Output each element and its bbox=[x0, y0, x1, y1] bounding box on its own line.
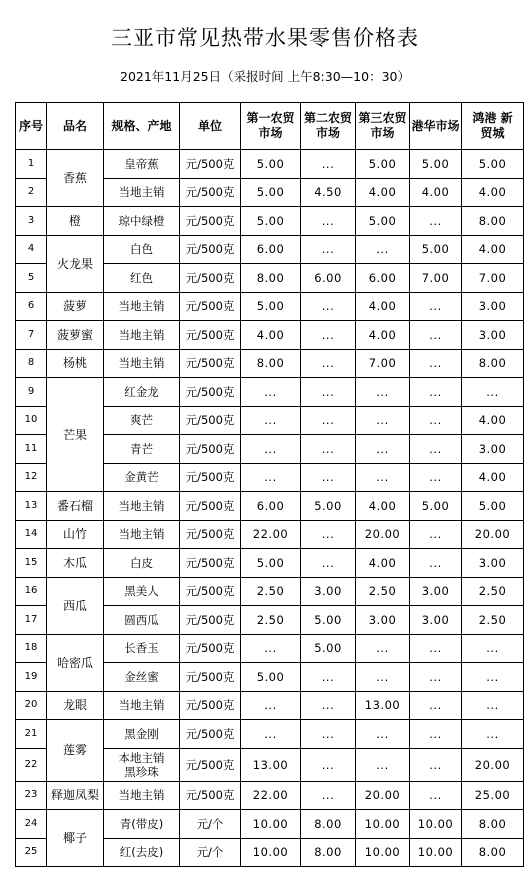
price-market-1: 13.00 bbox=[241, 748, 301, 781]
price-unit: 元/500克 bbox=[180, 349, 241, 378]
header-market-5: 鸿港 新 贸城 bbox=[462, 103, 524, 150]
fruit-name: 释迦凤梨 bbox=[47, 781, 104, 810]
fruit-spec: 当地主销 bbox=[104, 292, 180, 321]
price-market-1: 22.00 bbox=[241, 781, 301, 810]
fruit-spec: 当地主销 bbox=[104, 178, 180, 207]
price-market-1: 5.00 bbox=[241, 549, 301, 578]
price-market-2: 5.00 bbox=[301, 606, 356, 635]
table-row bbox=[16, 520, 524, 549]
price-market-5: ... bbox=[462, 378, 524, 407]
price-market-5: 4.00 bbox=[462, 406, 524, 435]
row-seq: 19 bbox=[16, 663, 47, 692]
price-market-1: 5.00 bbox=[241, 207, 301, 236]
row-seq: 23 bbox=[16, 781, 47, 810]
price-market-5: 8.00 bbox=[462, 838, 524, 867]
fruit-spec: 当地主销 bbox=[104, 321, 180, 350]
price-table bbox=[15, 102, 524, 867]
price-market-3: ... bbox=[356, 378, 410, 407]
price-market-1: 2.50 bbox=[241, 577, 301, 606]
price-market-5: ... bbox=[462, 634, 524, 663]
price-unit: 元/500克 bbox=[180, 549, 241, 578]
price-market-2: ... bbox=[301, 520, 356, 549]
price-unit: 元/500克 bbox=[180, 634, 241, 663]
price-market-3: 6.00 bbox=[356, 264, 410, 293]
price-market-1: 6.00 bbox=[241, 235, 301, 264]
row-seq: 10 bbox=[16, 406, 47, 435]
row-seq: 17 bbox=[16, 606, 47, 635]
row-seq: 12 bbox=[16, 463, 47, 492]
fruit-spec: 当地主销 bbox=[104, 691, 180, 720]
price-market-1: 5.00 bbox=[241, 178, 301, 207]
price-market-1: 5.00 bbox=[241, 292, 301, 321]
fruit-name: 菠萝 bbox=[47, 292, 104, 321]
price-market-1: 2.50 bbox=[241, 606, 301, 635]
fruit-spec: 白皮 bbox=[104, 549, 180, 578]
price-market-3: 4.00 bbox=[356, 549, 410, 578]
price-market-3: 7.00 bbox=[356, 349, 410, 378]
table-row bbox=[16, 634, 524, 663]
fruit-name: 香蕉 bbox=[47, 150, 104, 207]
price-market-2: ... bbox=[301, 748, 356, 781]
price-market-3: ... bbox=[356, 663, 410, 692]
price-unit: 元/500克 bbox=[180, 520, 241, 549]
row-seq: 20 bbox=[16, 691, 47, 720]
price-market-3: 3.00 bbox=[356, 606, 410, 635]
price-market-2: 6.00 bbox=[301, 264, 356, 293]
fruit-name: 杨桃 bbox=[47, 349, 104, 378]
row-seq: 9 bbox=[16, 378, 47, 407]
price-market-1: 5.00 bbox=[241, 663, 301, 692]
price-unit: 元/个 bbox=[180, 838, 241, 867]
price-unit: 元/500克 bbox=[180, 577, 241, 606]
price-market-5: 3.00 bbox=[462, 435, 524, 464]
price-market-4: ... bbox=[410, 720, 462, 749]
price-market-3: 4.00 bbox=[356, 321, 410, 350]
price-unit: 元/500克 bbox=[180, 292, 241, 321]
price-market-3: ... bbox=[356, 406, 410, 435]
price-market-2: ... bbox=[301, 235, 356, 264]
fruit-name: 山竹 bbox=[47, 520, 104, 549]
table-row bbox=[16, 207, 524, 236]
price-market-5: 3.00 bbox=[462, 292, 524, 321]
fruit-spec: 金黄芒 bbox=[104, 463, 180, 492]
table-row bbox=[16, 378, 524, 407]
price-unit: 元/500克 bbox=[180, 178, 241, 207]
row-seq: 1 bbox=[16, 150, 47, 179]
price-market-5: ... bbox=[462, 691, 524, 720]
fruit-name: 菠萝蜜 bbox=[47, 321, 104, 350]
price-unit: 元/500克 bbox=[180, 406, 241, 435]
price-market-2: 3.00 bbox=[301, 577, 356, 606]
price-unit: 元/500克 bbox=[180, 463, 241, 492]
price-market-1: 10.00 bbox=[241, 838, 301, 867]
price-market-5: 5.00 bbox=[462, 150, 524, 179]
price-market-4: ... bbox=[410, 406, 462, 435]
table-row bbox=[16, 781, 524, 810]
header-market-4: 港华市场 bbox=[410, 103, 462, 150]
price-market-2: ... bbox=[301, 720, 356, 749]
price-market-3: 4.00 bbox=[356, 292, 410, 321]
table-row bbox=[16, 349, 524, 378]
row-seq: 14 bbox=[16, 520, 47, 549]
price-unit: 元/500克 bbox=[180, 435, 241, 464]
fruit-name: 橙 bbox=[47, 207, 104, 236]
price-market-4: 5.00 bbox=[410, 150, 462, 179]
price-unit: 元/500克 bbox=[180, 691, 241, 720]
row-seq: 15 bbox=[16, 549, 47, 578]
fruit-spec: 黑金刚 bbox=[104, 720, 180, 749]
row-seq: 4 bbox=[16, 235, 47, 264]
price-market-2: ... bbox=[301, 378, 356, 407]
row-seq: 7 bbox=[16, 321, 47, 350]
price-unit: 元/500克 bbox=[180, 235, 241, 264]
fruit-name: 火龙果 bbox=[47, 235, 104, 292]
price-market-1: 8.00 bbox=[241, 264, 301, 293]
price-market-4: 10.00 bbox=[410, 838, 462, 867]
price-unit: 元/500克 bbox=[180, 720, 241, 749]
row-seq: 8 bbox=[16, 349, 47, 378]
price-market-2: 5.00 bbox=[301, 492, 356, 521]
table-row bbox=[16, 292, 524, 321]
row-seq: 21 bbox=[16, 720, 47, 749]
price-market-1: 22.00 bbox=[241, 520, 301, 549]
price-market-3: ... bbox=[356, 720, 410, 749]
page-title: 三亚市常见热带水果零售价格表 bbox=[111, 26, 419, 50]
fruit-spec: 当地主销 bbox=[104, 492, 180, 521]
price-market-4: ... bbox=[410, 634, 462, 663]
price-market-1: ... bbox=[241, 378, 301, 407]
price-market-1: ... bbox=[241, 406, 301, 435]
fruit-spec: 当地主销 bbox=[104, 781, 180, 810]
row-seq: 2 bbox=[16, 178, 47, 207]
price-market-4: ... bbox=[410, 691, 462, 720]
price-market-2: ... bbox=[301, 292, 356, 321]
fruit-spec: 当地主销 bbox=[104, 349, 180, 378]
price-market-2: 5.00 bbox=[301, 634, 356, 663]
row-seq: 24 bbox=[16, 810, 47, 839]
fruit-name: 芒果 bbox=[47, 378, 104, 492]
report-date: 2021年11月25日（采报时间 上午8:30—10：30） bbox=[120, 69, 410, 84]
price-market-2: ... bbox=[301, 435, 356, 464]
price-market-3: ... bbox=[356, 634, 410, 663]
header-spec: 规格、产地 bbox=[104, 103, 180, 150]
price-market-1: 10.00 bbox=[241, 810, 301, 839]
fruit-name: 龙眼 bbox=[47, 691, 104, 720]
table-row bbox=[16, 720, 524, 749]
price-market-3: 13.00 bbox=[356, 691, 410, 720]
price-market-2: 8.00 bbox=[301, 810, 356, 839]
price-market-2: ... bbox=[301, 781, 356, 810]
price-market-5: ... bbox=[462, 720, 524, 749]
fruit-name: 木瓜 bbox=[47, 549, 104, 578]
price-unit: 元/500克 bbox=[180, 207, 241, 236]
price-market-4: 4.00 bbox=[410, 178, 462, 207]
price-market-4: ... bbox=[410, 435, 462, 464]
row-seq: 11 bbox=[16, 435, 47, 464]
price-market-4: 5.00 bbox=[410, 235, 462, 264]
header-row bbox=[16, 103, 524, 150]
price-market-2: ... bbox=[301, 691, 356, 720]
fruit-spec: 琼中绿橙 bbox=[104, 207, 180, 236]
row-seq: 22 bbox=[16, 748, 47, 781]
price-market-4: 7.00 bbox=[410, 264, 462, 293]
price-market-5: 2.50 bbox=[462, 577, 524, 606]
price-market-3: 20.00 bbox=[356, 781, 410, 810]
price-unit: 元/500克 bbox=[180, 606, 241, 635]
price-market-3: ... bbox=[356, 435, 410, 464]
price-market-2: ... bbox=[301, 321, 356, 350]
price-market-1: 4.00 bbox=[241, 321, 301, 350]
price-market-4: ... bbox=[410, 520, 462, 549]
price-market-3: 4.00 bbox=[356, 492, 410, 521]
fruit-name: 莲雾 bbox=[47, 720, 104, 782]
fruit-spec: 白色 bbox=[104, 235, 180, 264]
fruit-spec: 青芒 bbox=[104, 435, 180, 464]
table-row bbox=[16, 549, 524, 578]
price-market-5: 3.00 bbox=[462, 549, 524, 578]
price-unit: 元/500克 bbox=[180, 321, 241, 350]
price-market-5: 4.00 bbox=[462, 178, 524, 207]
fruit-spec: 金丝蜜 bbox=[104, 663, 180, 692]
price-market-5: 4.00 bbox=[462, 463, 524, 492]
fruit-spec: 青(带皮) bbox=[104, 810, 180, 839]
fruit-name: 西瓜 bbox=[47, 577, 104, 634]
fruit-spec: 皇帝蕉 bbox=[104, 150, 180, 179]
price-market-4: ... bbox=[410, 781, 462, 810]
fruit-name: 椰子 bbox=[47, 810, 104, 867]
price-market-4: 3.00 bbox=[410, 577, 462, 606]
price-market-5: 2.50 bbox=[462, 606, 524, 635]
price-market-1: ... bbox=[241, 463, 301, 492]
fruit-spec: 长香玉 bbox=[104, 634, 180, 663]
price-market-4: ... bbox=[410, 292, 462, 321]
price-market-4: 5.00 bbox=[410, 492, 462, 521]
fruit-name: 番石榴 bbox=[47, 492, 104, 521]
price-market-1: ... bbox=[241, 634, 301, 663]
price-market-4: ... bbox=[410, 321, 462, 350]
price-market-5: 8.00 bbox=[462, 810, 524, 839]
price-unit: 元/500克 bbox=[180, 150, 241, 179]
price-market-4: ... bbox=[410, 349, 462, 378]
price-market-5: 8.00 bbox=[462, 207, 524, 236]
header-seq: 序号 bbox=[16, 103, 47, 150]
row-seq: 5 bbox=[16, 264, 47, 293]
price-market-2: 8.00 bbox=[301, 838, 356, 867]
table-row bbox=[16, 150, 524, 179]
price-market-4: 3.00 bbox=[410, 606, 462, 635]
fruit-spec: 红金龙 bbox=[104, 378, 180, 407]
price-market-1: 5.00 bbox=[241, 150, 301, 179]
header-market-1: 第一农贸 市场 bbox=[241, 103, 301, 150]
header-name: 品名 bbox=[47, 103, 104, 150]
price-market-3: ... bbox=[356, 235, 410, 264]
price-market-5: 8.00 bbox=[462, 349, 524, 378]
fruit-name: 哈密瓜 bbox=[47, 634, 104, 691]
price-market-5: 25.00 bbox=[462, 781, 524, 810]
fruit-spec: 红色 bbox=[104, 264, 180, 293]
price-market-2: 4.50 bbox=[301, 178, 356, 207]
price-market-1: ... bbox=[241, 435, 301, 464]
price-market-3: 20.00 bbox=[356, 520, 410, 549]
price-market-5: 5.00 bbox=[462, 492, 524, 521]
fruit-spec: 红(去皮) bbox=[104, 838, 180, 867]
price-market-5: 20.00 bbox=[462, 748, 524, 781]
price-market-5: 7.00 bbox=[462, 264, 524, 293]
price-market-2: ... bbox=[301, 549, 356, 578]
price-market-5: 20.00 bbox=[462, 520, 524, 549]
price-market-4: ... bbox=[410, 663, 462, 692]
price-market-3: 10.00 bbox=[356, 838, 410, 867]
price-unit: 元/500克 bbox=[180, 264, 241, 293]
price-market-3: 10.00 bbox=[356, 810, 410, 839]
price-unit: 元/500克 bbox=[180, 781, 241, 810]
price-market-2: ... bbox=[301, 406, 356, 435]
price-market-3: 5.00 bbox=[356, 150, 410, 179]
price-market-2: ... bbox=[301, 463, 356, 492]
price-market-3: 4.00 bbox=[356, 178, 410, 207]
table-row bbox=[16, 691, 524, 720]
price-market-5: 4.00 bbox=[462, 235, 524, 264]
price-market-5: ... bbox=[462, 663, 524, 692]
price-market-4: ... bbox=[410, 463, 462, 492]
table-row bbox=[16, 492, 524, 521]
price-market-2: ... bbox=[301, 349, 356, 378]
price-market-4: ... bbox=[410, 748, 462, 781]
price-unit: 元/500克 bbox=[180, 663, 241, 692]
header-unit: 单位 bbox=[180, 103, 241, 150]
fruit-spec: 本地主销 黑珍珠 bbox=[104, 748, 180, 781]
price-unit: 元/500克 bbox=[180, 748, 241, 781]
price-market-3: ... bbox=[356, 463, 410, 492]
header-market-3: 第三农贸 市场 bbox=[356, 103, 410, 150]
row-seq: 6 bbox=[16, 292, 47, 321]
price-market-1: 8.00 bbox=[241, 349, 301, 378]
price-market-2: ... bbox=[301, 663, 356, 692]
fruit-spec: 当地主销 bbox=[104, 520, 180, 549]
price-market-4: 10.00 bbox=[410, 810, 462, 839]
table-row bbox=[16, 577, 524, 606]
price-unit: 元/500克 bbox=[180, 492, 241, 521]
table-row bbox=[16, 235, 524, 264]
price-unit: 元/个 bbox=[180, 810, 241, 839]
price-market-1: ... bbox=[241, 691, 301, 720]
price-market-3: 5.00 bbox=[356, 207, 410, 236]
fruit-spec: 黑美人 bbox=[104, 577, 180, 606]
price-unit: 元/500克 bbox=[180, 378, 241, 407]
row-seq: 16 bbox=[16, 577, 47, 606]
price-market-4: ... bbox=[410, 549, 462, 578]
table-row bbox=[16, 321, 524, 350]
price-market-1: ... bbox=[241, 720, 301, 749]
table-row bbox=[16, 810, 524, 839]
header-market-2: 第二农贸 市场 bbox=[301, 103, 356, 150]
fruit-spec: 爽芒 bbox=[104, 406, 180, 435]
price-market-4: ... bbox=[410, 378, 462, 407]
fruit-spec: 圆西瓜 bbox=[104, 606, 180, 635]
row-seq: 3 bbox=[16, 207, 47, 236]
price-market-1: 6.00 bbox=[241, 492, 301, 521]
price-market-2: ... bbox=[301, 150, 356, 179]
row-seq: 25 bbox=[16, 838, 47, 867]
price-market-3: ... bbox=[356, 748, 410, 781]
row-seq: 13 bbox=[16, 492, 47, 521]
row-seq: 18 bbox=[16, 634, 47, 663]
price-market-5: 3.00 bbox=[462, 321, 524, 350]
price-market-3: 2.50 bbox=[356, 577, 410, 606]
price-market-4: ... bbox=[410, 207, 462, 236]
price-market-2: ... bbox=[301, 207, 356, 236]
